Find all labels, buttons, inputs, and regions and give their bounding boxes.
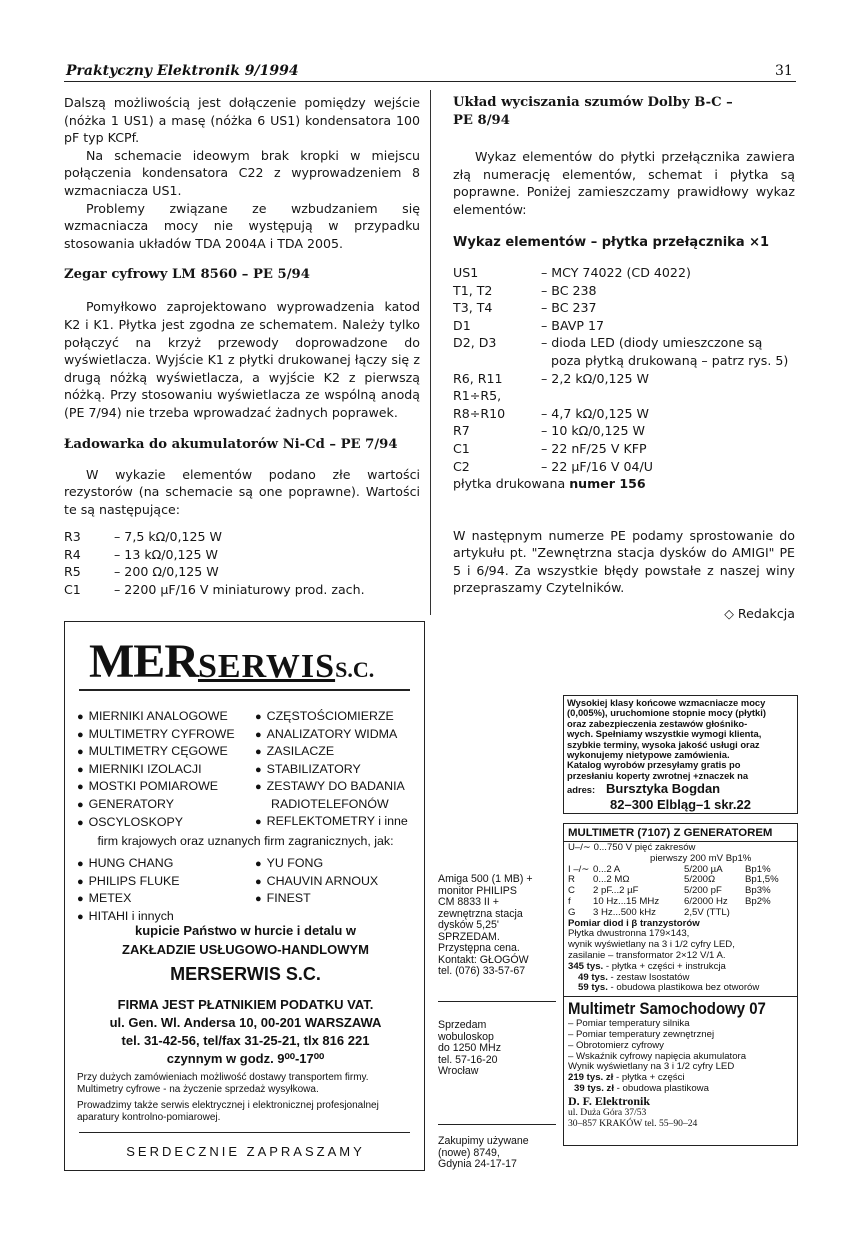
contact-city: 82–300 Elbląg–1 skr.22 xyxy=(610,797,751,813)
table-row: R4 – 13 kΩ/0,125 W xyxy=(64,546,218,562)
list-item: ● ANALIZATORY WIDMA xyxy=(255,726,408,744)
paragraph: Pomyłkowo zaprojektowano wyprowadzenia katod K2 i K1. Płytka jest zgodna ze schematem. Należy tylko połączyć na krzyż przewody doprowadzone do wyświetlacza. Wyjście K1 z płytki drukowanej łączy się z drugą nóżką wyświetlacza, a wyjście K2 z pierwszą nóżką. Przy stosowaniu wyświetlacza ze wspólną anodą (PE 7/94) nie trzeba wprowadzać żadnych poprawek. xyxy=(64,299,420,420)
list-item: ● MULTIMETRY CYFROWE xyxy=(77,726,235,744)
list-item: ● HITAHI i innych xyxy=(77,908,180,926)
table-row: C2 – 22 µF/16 V 04/U xyxy=(453,458,653,474)
merserwis-logo: MERSERWISS.C. xyxy=(89,635,375,688)
section-heading: Zegar cyfrowy LM 8560 – PE 5/94 xyxy=(64,267,310,283)
ad-title-2: Multimetr Samochodowy 07 xyxy=(568,999,766,1019)
list-item: ● PHILIPS FLUKE xyxy=(77,873,180,891)
list-item: ● GENERATORY xyxy=(77,796,235,814)
logo-rule xyxy=(79,689,410,691)
ad-divider xyxy=(438,1001,556,1002)
multimetr-ad: MULTIMETR (7107) Z GENERATOREM U–/∼ 0...750 V pięć zakresów pierwszy 200 mV Bp1% I –/∼ 0...2 A 5/200 µA Bp1% R 0...2 MΩ 5/200Ω Bp1,5% C 2 pF...2 µF 5/200 pF Bp3% f 10 Hz...15 MHz 6/2000 Hz Bp2% G 3 Hz...500 kHz 2,5V (TTL) Pomiar diod i β tranzystorów Płytka dwustronna 179×143, wynik wyświetlany na 3 i 1/2 cyfry LED, zasilanie – transformator 2×12 V/1 A. 345 tys. - płytka + części + instrukcja 49 tys. - zestaw Isostatów 59 tys. - obudowa plastikowa bez otworów Multimetr Samochodowy 07 – Pomiar temperatury silnika – Pomiar temperatury zewnętrznej – Obrotomierz cyfrowy – Wskaźnik cyfrowy napięcia akumulatora Wynik wyświetlany na 3 i 1/2 cyfry LED 219 tys. zł - płytka + części 39 tys. zł - obudowa plastikowa D. F. Elektronik ul. Duża Góra 37/53 30–857 KRAKÓW tel. 55–90–24 xyxy=(563,823,798,1146)
ad-divider xyxy=(438,1124,556,1125)
firm-list-2 xyxy=(255,855,378,908)
zakupimy-ad: Zakupimy używane (nowe) 8749, Gdynia 24-17-17 xyxy=(438,1135,529,1170)
hours: czynnym w godz. 9⁰⁰-17⁰⁰ xyxy=(166,1051,325,1066)
sale-line: kupicie Państwo w hurcie i detalu w xyxy=(134,923,357,938)
table-row: R3 – 7,5 kΩ/0,125 W xyxy=(64,529,223,545)
list-item: ● REFLEKTOMETRY i inne xyxy=(255,813,408,831)
section-heading: Układ wyciszania szumów Dolby B-C – PE 8/94 xyxy=(453,95,733,128)
running-title: Praktyczny Elektronik 9/1994 xyxy=(66,63,299,79)
delivery-note: Przy dużych zamówieniach możliwość dostawy transportem firmy. Multimetry cyfrowe - na życzenie sprzedaż wysyłkowa. xyxy=(77,1072,369,1095)
table-row: poza płytką drukowaną – patrz rys. 5) xyxy=(551,352,789,368)
paragraph: W wykazie elementów podano złe wartości rezystorów (na schemacie są one poprawne). Wartości te są następujące: xyxy=(64,466,420,517)
bottom-rule xyxy=(79,1132,410,1133)
list-item: ● METEX xyxy=(77,890,180,908)
list-item: ● MIERNIKI IZOLACJI xyxy=(77,761,235,779)
list-item: ● STABILIZATORY xyxy=(255,761,408,779)
page-number: 31 xyxy=(775,63,793,79)
table-row: R 0...2 MΩ 5/200Ω Bp1,5% xyxy=(568,874,779,886)
table-row: T1, T2 – BC 238 xyxy=(453,282,597,298)
list-item: ● CZĘSTOŚCIOMIERZE xyxy=(255,708,408,726)
list-item: ● HUNG CHANG xyxy=(77,855,180,873)
list-item: ● ZESTAWY DO BADANIA xyxy=(255,778,408,796)
company-name: MERSERWIS S.C. xyxy=(170,964,321,984)
list-item: ● CHAUVIN ARNOUX xyxy=(255,873,378,891)
list-item: RADIOTELEFONÓW xyxy=(271,796,389,811)
service-note: Prowadzimy także serwis elektrycznej i elektronicznej profesjonalnej aparatury kontrolno-pomiarowej. xyxy=(77,1100,379,1123)
table-row: R1÷R5, xyxy=(453,388,502,404)
table-row: US1 – MCY 74022 (CD 4022) xyxy=(453,264,691,280)
header-rule xyxy=(64,81,796,82)
firm-list-1 xyxy=(77,855,180,925)
address: ul. Gen. Wl. Andersa 10, 00-201 WARSZAWA xyxy=(109,1015,382,1030)
table-row: R6, R11 – 2,2 kΩ/0,125 W xyxy=(453,370,650,386)
pcb-line: płytka drukowana numer 156 xyxy=(453,476,646,492)
vat-line: FIRMA JEST PŁATNIKIEM PODATKU VAT. xyxy=(117,997,374,1012)
firm-name: D. F. Elektronik xyxy=(568,1093,651,1108)
table-row: I –/∼ 0...2 A 5/200 µA Bp1% xyxy=(568,863,771,875)
paragraph: Wykaz elementów do płytki przełącznika zawiera złą numerację elementów, schemat i płytka są poprawne. Poniżej zamieszczamy prawidłowy wykaz elementów: xyxy=(453,149,795,217)
table-row: G 3 Hz...500 kHz 2,5V (TTL) xyxy=(568,906,730,918)
table-row: C1 – 22 nF/25 V KFP xyxy=(453,440,647,456)
amiga-ad: Amiga 500 (1 MB) + monitor PHILIPS CM 8833 II + zewnętrzna stacja dysków 5,25' SPRZEDAM. Przystępna cena. Kontakt: GŁOGÓW tel. (076) 33-57-67 xyxy=(438,873,533,977)
paragraph: W następnym numerze PE podamy sprostowanie do artykułu pt. "Zewnętrzna stacja dysków do AMIGI" PE 5 i 6/94. Za wszystkie błędy powstałe z naszej winy przepraszamy Czytelników. xyxy=(453,527,795,596)
list-item: ● ZASILACZE xyxy=(255,743,408,761)
phone: tel. 31-42-56, tel/fax 31-25-21, tlx 816 221 xyxy=(121,1033,370,1048)
list-item: ● MIERNIKI ANALOGOWE xyxy=(77,708,235,726)
product-list-2 xyxy=(255,708,408,830)
plant-name: ZAKŁADZIE USŁUGOWO-HANDLOWYM xyxy=(122,942,369,957)
paragraph: Dalszą możliwością jest dołączenie pomiędzy wejście (nóżka 1 US1) a masę (nóżka 6 US1) kondensatora 100 pF typ KCPf. xyxy=(64,95,420,146)
table-row: R8÷R10 – 4,7 kΩ/0,125 W xyxy=(453,405,650,421)
parts-table xyxy=(453,264,788,475)
table-row: R7 – 10 kΩ/0,125 W xyxy=(453,423,645,439)
parts-table xyxy=(64,528,365,598)
ad-title: MULTIMETR (7107) Z GENERATOREM xyxy=(568,827,773,839)
amplifier-ad: Wysokiej klasy końcowe wzmacniacze mocy (0,005%), uruchomione stopnie mocy (płytki) oraz zabezpieczenia zestawów głośniko- wych. Spełniamy wszystkie wymogi klienta, szybkie terminy, wysoka jakość usługi oraz wykonujemy nietypowe zamówienia. Katalog wyrobów przesyłamy gratis po przesłaniu koperty zwrotnej +znaczek na adres: Bursztyka Bogdan 82–300 Elbląg–1 skr.22 xyxy=(563,695,798,814)
table-row: D1 – BAVP 17 xyxy=(453,317,604,333)
contact-name: Bursztyka Bogdan xyxy=(605,781,721,797)
wobuloskop-ad: Sprzedam wobuloskop do 1250 MHz tel. 57-16-20 Wrocław xyxy=(438,1019,502,1077)
list-item: ● OSCYLOSKOPY xyxy=(77,814,235,832)
table-row: f 10 Hz...15 MHz 6/2000 Hz Bp2% xyxy=(568,895,771,907)
left-column xyxy=(64,94,420,599)
table-row: T3, T4 – BC 237 xyxy=(453,300,597,316)
right-column xyxy=(453,94,795,623)
list-item: ● MULTIMETRY CĘGOWE xyxy=(77,743,235,761)
spec-table xyxy=(568,865,782,919)
signature: ◇ Redakcja xyxy=(724,606,795,622)
paragraph: Problemy związane ze wzbudzaniem się wzmacniacza mocy nie występują w przypadku stosowania układów TDA 2004A i TDA 2005. xyxy=(64,200,420,251)
section-heading: Ładowarka do akumulatorów Ni-Cd – PE 7/94 xyxy=(64,436,398,452)
list-item: ● MOSTKI POMIAROWE xyxy=(77,778,235,796)
product-list-1 xyxy=(77,708,235,831)
merserwis-ad xyxy=(64,621,425,1171)
table-row: C1 – 2200 µF/16 V miniaturowy prod. zach. xyxy=(64,582,365,598)
firms-intro: firm krajowych oraz uznanych firm zagranicznych, jak: xyxy=(97,834,394,848)
list-heading: Wykaz elementów – płytka przełącznika ×1 xyxy=(453,235,770,251)
paragraph: Na schemacie ideowym brak kropki w miejscu połączenia kondensatora C22 z wyprowadzeniem 8 wzmacniacza US1. xyxy=(64,147,420,198)
table-row: D2, D3 – dioda LED (diody umieszczone są xyxy=(453,335,763,351)
closing-line: SERDECZNIE ZAPRASZAMY xyxy=(126,1144,365,1159)
table-row: C 2 pF...2 µF 5/200 pF Bp3% xyxy=(568,885,771,897)
column-divider xyxy=(430,90,431,615)
list-item: ● FINEST xyxy=(255,890,378,908)
table-row: R5 – 200 Ω/0,125 W xyxy=(64,564,219,580)
list-item: ● YU FONG xyxy=(255,855,378,873)
